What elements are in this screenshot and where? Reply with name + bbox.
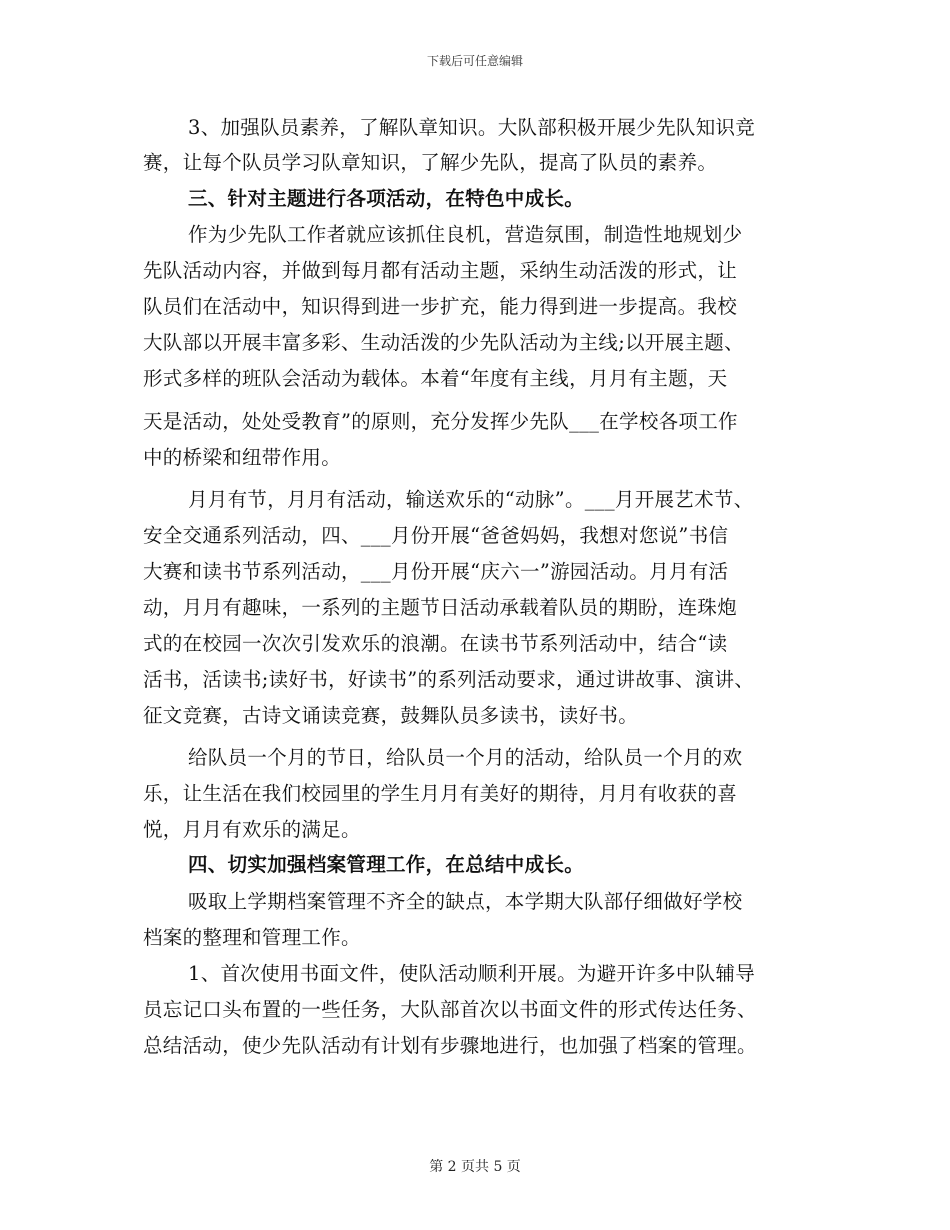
text-line: 动，月月有趣味，一系列的主题节日活动承载着队员的期盼，连珠炮 [143,596,738,619]
text-line: 天是活动，处处受教育”的原则，充分发挥少先队___在学校各项工作 [143,410,738,433]
text-line: 总结活动，使少先队活动有计划有步骤地进行，也加强了档案的管理。 [143,1034,757,1057]
section-heading: 三、针对主题进行各项活动，在特色中成长。 [188,187,585,210]
text-line: 形式多样的班队会活动为载体。本着“年度有主线，月月有主题，天 [143,367,728,390]
page-footer: 第 2 页共 5 页 [429,1159,521,1175]
text-line: 先队活动内容，并做到每月都有活动主题，采纳生动活泼的形式，让 [143,259,738,282]
text-line: 月月有节，月月有活动，输送欢乐的“动脉”。___月开展艺术节、 [188,488,754,511]
text-line: 队员们在活动中，知识得到进一步扩充，能力得到进一步提高。我校 [143,295,738,318]
text-line: 悦，月月有欢乐的满足。 [143,818,361,841]
text-line: 大赛和读书节系列活动，___月份开展“庆六一”游园活动。月月有活 [143,560,729,583]
text-line: 式的在校园一次次引发欢乐的浪潮。在读书节系列活动中，结合“读 [143,632,728,655]
text-line: 吸取上学期档案管理不齐全的缺点，本学期大队部仔细做好学校 [188,890,743,913]
text-line: 大队部以开展丰富多彩、生动活泼的少先队活动为主线;以开展主题、 [143,331,744,354]
text-line: 征文竞赛，古诗文诵读竞赛，鼓舞队员多读书，读好书。 [143,704,639,727]
text-line: 赛，让每个队员学习队章知识，了解少先队，提高了队员的素养。 [143,151,718,174]
text-line: 安全交通系列活动，四、___月份开展“爸爸妈妈，我想对您说”书信 [143,524,729,547]
section-heading: 四、切实加强档案管理工作，在总结中成长。 [188,853,585,876]
text-line: 活书，活读书;读好书，好读书”的系列活动要求，通过讲故事、演讲、 [143,668,755,691]
page-header: 下载后可任意编辑 [426,54,523,68]
text-line: 中的桥梁和纽带作用。 [143,446,342,469]
text-line: 员忘记口头布置的一些任务，大队部首次以书面文件的形式传达任务、 [143,998,757,1021]
text-line: 3、加强队员素养，了解队章知识。大队部积极开展少先队知识竞 [188,116,756,139]
text-line: 档案的整理和管理工作。 [143,926,361,949]
text-line: 1、首次使用书面文件，使队活动顺利开展。为避开许多中队辅导 [188,962,756,985]
text-line: 给队员一个月的节日，给队员一个月的活动，给队员一个月的欢 [188,746,743,769]
text-line: 乐，让生活在我们校园里的学生月月有美好的期待，月月有收获的喜 [143,782,738,805]
text-line: 作为少先队工作者就应该抓住良机，营造氛围，制造性地规划少 [188,223,743,246]
